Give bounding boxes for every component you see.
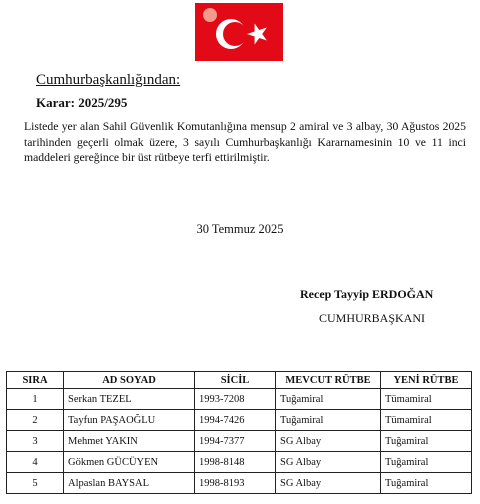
cell-yeni-rutbe: Tuğamiral [381, 473, 472, 494]
cell-mevcut-rutbe: SG Albay [276, 431, 381, 452]
cell-sicil: 1998-8148 [195, 452, 276, 473]
cell-sicil: 1993-7208 [195, 389, 276, 410]
signer-title: CUMHURBAŞKANI [319, 311, 426, 325]
cell-sira: 3 [7, 431, 64, 452]
cell-yeni-rutbe: Tümamiral [381, 389, 472, 410]
decision-date: 30 Temmuz 2025 [196, 222, 284, 236]
column-header-sira: SIRA [7, 372, 64, 389]
signer-name: Recep Tayyip ERDOĞAN [300, 287, 434, 301]
cell-mevcut-rutbe: Tuğamiral [276, 410, 381, 431]
cell-ad-soyad: Mehmet YAKIN [64, 431, 195, 452]
cell-mevcut-rutbe: SG Albay [276, 473, 381, 494]
cell-sira: 4 [7, 452, 64, 473]
table-row [7, 452, 472, 473]
cell-sicil: 1994-7377 [195, 431, 276, 452]
promotion-table [6, 371, 472, 494]
cell-yeni-rutbe: Tuğamiral [381, 452, 472, 473]
column-header-yeni-rutbe: YENİ RÜTBE [381, 372, 472, 389]
presidential-seal-icon [203, 8, 217, 22]
column-header-sicil: SİCİL [195, 372, 276, 389]
table-row [7, 389, 472, 410]
column-header-ad-soyad: AD SOYAD [64, 372, 195, 389]
table-header-row [7, 372, 472, 389]
cell-sira: 5 [7, 473, 64, 494]
cell-sira: 2 [7, 410, 64, 431]
decision-body-text: Listede yer alan Sahil Güvenlik Komutanlığına mensup 2 amiral ve 3 albay, 30 Ağustos 2025 tarihinden geçerli olmak üzere, 3 sayılı Cumhurbaşkanlığı Kararnamesinin 10 ve 11 inci maddeleri gereğince bir üst rütbeye terfi ettirilmiştir. [24, 120, 466, 164]
cell-mevcut-rutbe: SG Albay [276, 452, 381, 473]
cell-sicil: 1998-8193 [195, 473, 276, 494]
cell-ad-soyad: Gökmen GÜCÜYEN [64, 452, 195, 473]
cell-sira: 1 [7, 389, 64, 410]
cell-yeni-rutbe: Tümamiral [381, 410, 472, 431]
cell-ad-soyad: Tayfun PAŞAOĞLU [64, 410, 195, 431]
table-row [7, 473, 472, 494]
cell-yeni-rutbe: Tuğamiral [381, 431, 472, 452]
table-row [7, 410, 472, 431]
decision-number: Karar: 2025/295 [36, 95, 128, 110]
issuer-heading: Cumhurbaşkanlığından: [36, 72, 181, 88]
cell-ad-soyad: Serkan TEZEL [64, 389, 195, 410]
table-row [7, 431, 472, 452]
cell-mevcut-rutbe: Tuğamiral [276, 389, 381, 410]
column-header-mevcut-rutbe: MEVCUT RÜTBE [276, 372, 381, 389]
cell-ad-soyad: Alpaslan BAYSAL [64, 473, 195, 494]
cell-sicil: 1994-7426 [195, 410, 276, 431]
